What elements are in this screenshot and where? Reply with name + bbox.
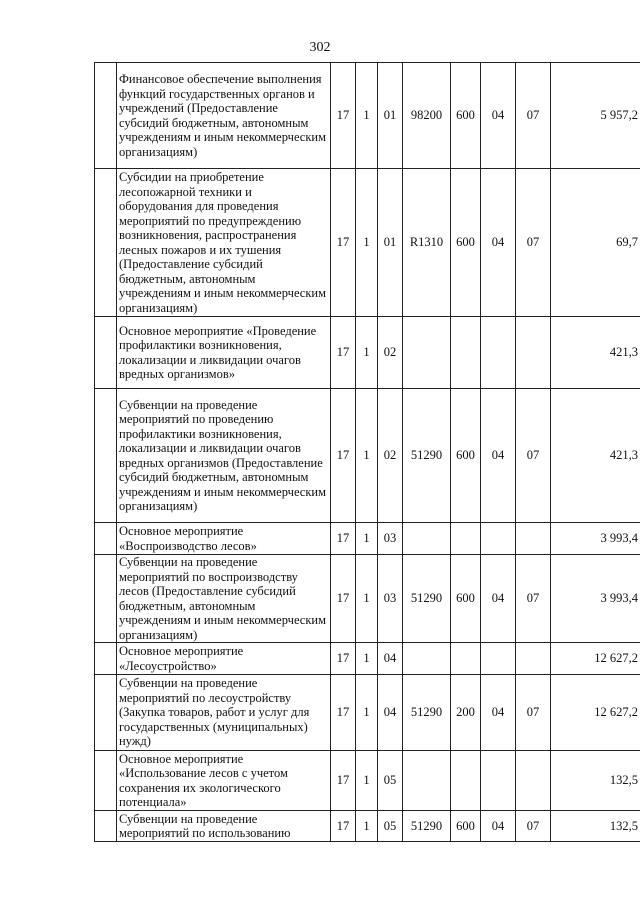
code-event: 01	[378, 63, 403, 169]
code-direction	[403, 317, 451, 389]
row-amount: 132,5	[551, 751, 640, 811]
row-amount: 12 627,2	[551, 675, 640, 751]
row-amount: 3 993,4	[551, 523, 640, 555]
code-subsection: 07	[516, 555, 551, 643]
code-program: 17	[331, 63, 356, 169]
code-direction	[403, 643, 451, 675]
row-name: Основное мероприятие «Проведение профилактики возникновения, локализации и ликвидации очагов вредных организмов»	[117, 317, 331, 389]
table-row	[95, 555, 640, 643]
code-subprogram: 1	[356, 389, 378, 523]
row-index-cell	[95, 523, 117, 555]
row-amount: 421,3	[551, 389, 640, 523]
code-direction: 51290	[403, 675, 451, 751]
code-program: 17	[331, 169, 356, 317]
code-program: 17	[331, 811, 356, 842]
row-index-cell	[95, 317, 117, 389]
table-row	[95, 63, 640, 169]
code-subsection	[516, 643, 551, 675]
row-amount: 3 993,4	[551, 555, 640, 643]
code-subsection	[516, 317, 551, 389]
code-direction: 51290	[403, 389, 451, 523]
code-expense-type: 600	[451, 169, 481, 317]
code-section: 04	[481, 555, 516, 643]
code-expense-type: 600	[451, 555, 481, 643]
row-name: Субвенции на проведение мероприятий по воспроизводству лесов (Предоставление субсидий бюджетным, автономным учреждениям и иным некоммерческим организациям)	[117, 555, 331, 643]
code-section	[481, 523, 516, 555]
code-direction: R1310	[403, 169, 451, 317]
row-amount: 132,5	[551, 811, 640, 842]
row-index-cell	[95, 389, 117, 523]
page-number: 302	[309, 40, 331, 55]
row-amount: 421,3	[551, 317, 640, 389]
code-event: 01	[378, 169, 403, 317]
table-row	[95, 751, 640, 811]
code-event: 04	[378, 675, 403, 751]
code-event: 03	[378, 555, 403, 643]
code-expense-type: 200	[451, 675, 481, 751]
code-subsection	[516, 751, 551, 811]
code-subprogram: 1	[356, 317, 378, 389]
code-program: 17	[331, 389, 356, 523]
row-name: Финансовое обеспечение выполнения функций государственных органов и учреждений (Предоставление субсидий бюджетным, автономным учреждениям и иным некоммерческим организациям)	[117, 63, 331, 169]
row-name: Субвенции на проведение мероприятий по лесоустройству (Закупка товаров, работ и услуг для государственных (муниципальных) нужд)	[117, 675, 331, 751]
code-subprogram: 1	[356, 811, 378, 842]
row-name: Основное мероприятие «Лесоустройство»	[117, 643, 331, 675]
code-subprogram: 1	[356, 169, 378, 317]
table-row	[95, 389, 640, 523]
row-name: Субвенции на проведение мероприятий по проведению профилактики возникновения, локализации и ликвидации очагов вредных организмов (Предоставление субсидий бюджетным, автономным учреждениям и иным некоммерческим организациям)	[117, 389, 331, 523]
code-section: 04	[481, 63, 516, 169]
code-subsection: 07	[516, 169, 551, 317]
code-direction: 51290	[403, 555, 451, 643]
code-program: 17	[331, 675, 356, 751]
code-program: 17	[331, 555, 356, 643]
row-index-cell	[95, 675, 117, 751]
row-index-cell	[95, 643, 117, 675]
code-direction: 98200	[403, 63, 451, 169]
code-subprogram: 1	[356, 555, 378, 643]
row-index-cell	[95, 811, 117, 842]
code-direction: 51290	[403, 811, 451, 842]
code-subsection: 07	[516, 675, 551, 751]
code-section	[481, 317, 516, 389]
code-direction	[403, 523, 451, 555]
row-index-cell	[95, 555, 117, 643]
code-expense-type	[451, 317, 481, 389]
code-expense-type	[451, 751, 481, 811]
row-name: Основное мероприятие «Использование лесов с учетом сохранения их экологического потенциала»	[117, 751, 331, 811]
code-section: 04	[481, 675, 516, 751]
row-index-cell	[95, 63, 117, 169]
code-expense-type: 600	[451, 63, 481, 169]
code-event: 05	[378, 751, 403, 811]
code-subprogram: 1	[356, 751, 378, 811]
code-subsection: 07	[516, 63, 551, 169]
code-program: 17	[331, 523, 356, 555]
code-subsection	[516, 523, 551, 555]
code-event: 02	[378, 317, 403, 389]
table-row	[95, 169, 640, 317]
table-row	[95, 317, 640, 389]
code-event: 03	[378, 523, 403, 555]
row-name: Субвенции на проведение мероприятий по использованию	[117, 811, 331, 842]
row-amount: 5 957,2	[551, 63, 640, 169]
table-row	[95, 643, 640, 675]
code-section	[481, 643, 516, 675]
row-index-cell	[95, 751, 117, 811]
code-subprogram: 1	[356, 523, 378, 555]
table-row	[95, 675, 640, 751]
code-subprogram: 1	[356, 63, 378, 169]
row-index-cell	[95, 169, 117, 317]
code-expense-type	[451, 523, 481, 555]
code-subprogram: 1	[356, 675, 378, 751]
code-expense-type	[451, 643, 481, 675]
code-section: 04	[481, 169, 516, 317]
row-amount: 69,7	[551, 169, 640, 317]
code-section: 04	[481, 811, 516, 842]
code-subsection: 07	[516, 811, 551, 842]
code-event: 04	[378, 643, 403, 675]
code-section: 04	[481, 389, 516, 523]
code-program: 17	[331, 317, 356, 389]
table-row	[95, 523, 640, 555]
code-direction	[403, 751, 451, 811]
code-event: 02	[378, 389, 403, 523]
code-subsection: 07	[516, 389, 551, 523]
table-row	[95, 811, 640, 842]
code-program: 17	[331, 643, 356, 675]
code-expense-type: 600	[451, 389, 481, 523]
code-program: 17	[331, 751, 356, 811]
budget-table	[94, 62, 640, 842]
code-event: 05	[378, 811, 403, 842]
row-name: Субсидии на приобретение лесопожарной техники и оборудования для проведения мероприятий по предупреждению возникновения, распространения лесных пожаров и их тушения (Предоставление субсидий бюджетным, автономным учреждениям и иным некоммерческим организациям)	[117, 169, 331, 317]
code-section	[481, 751, 516, 811]
row-amount: 12 627,2	[551, 643, 640, 675]
row-name: Основное мероприятие «Воспроизводство лесов»	[117, 523, 331, 555]
code-expense-type: 600	[451, 811, 481, 842]
code-subprogram: 1	[356, 643, 378, 675]
